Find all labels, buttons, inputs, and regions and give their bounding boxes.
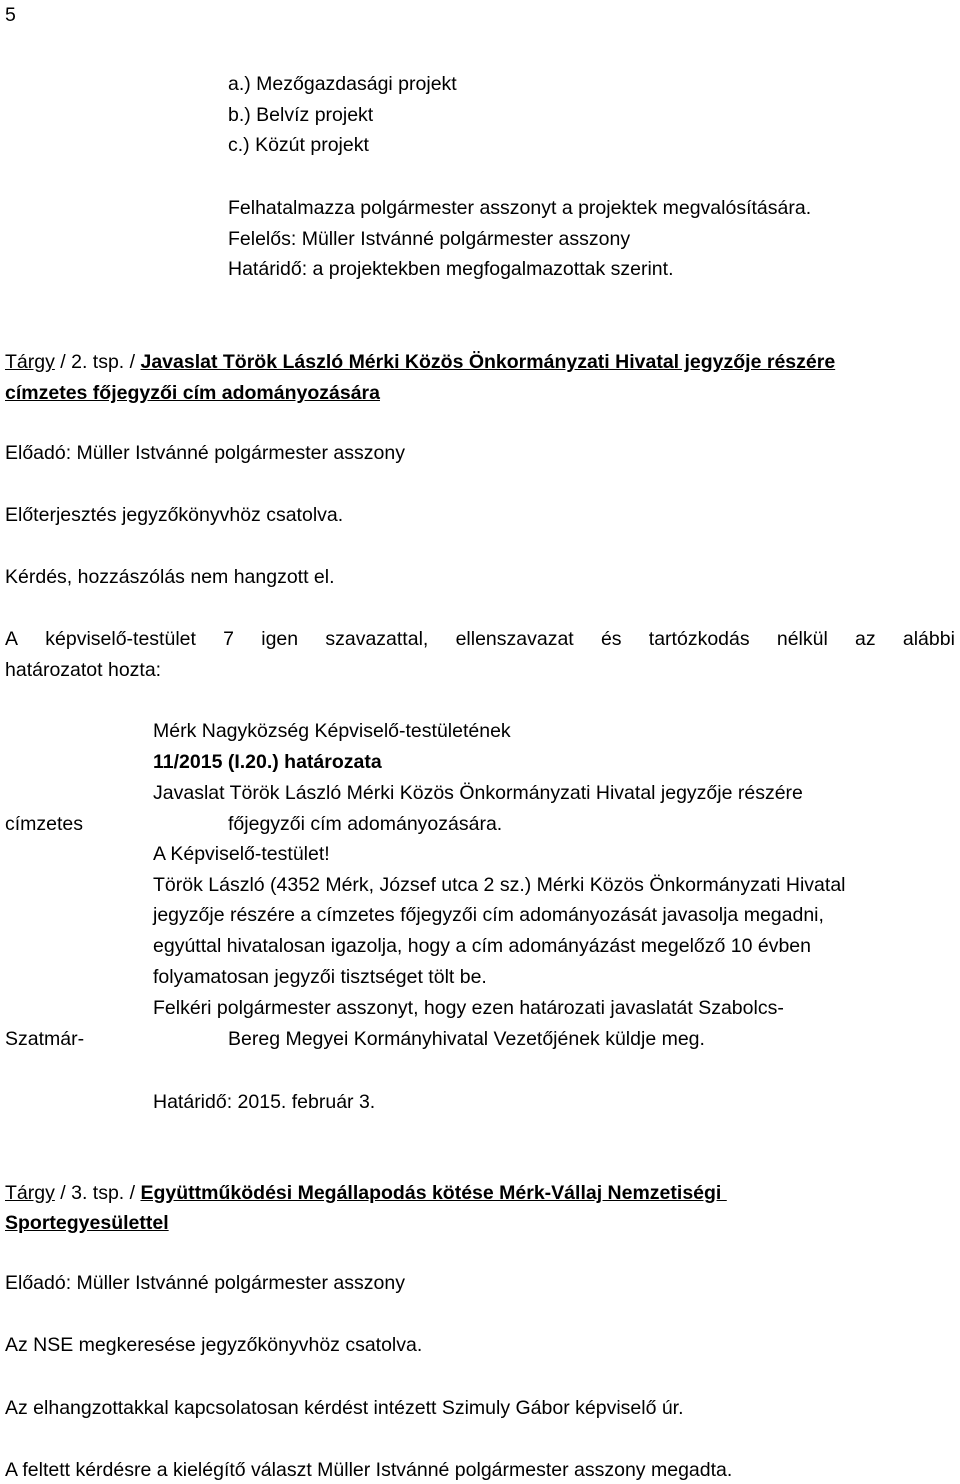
question-line: Az elhangzottakkal kapcsolatosan kérdést intézett Szimuly Gábor képviselő úr.	[5, 1397, 684, 1419]
no-questions: Kérdés, hozzászólás nem hangzott el.	[5, 566, 335, 588]
list-item-a: a.) Mezőgazdasági projekt	[228, 73, 457, 95]
vote-word: és	[600, 628, 622, 650]
decision-body: Mérk Nagyközség Képviselő-testületének	[153, 720, 511, 742]
decision-text-1: Török László (4352 Mérk, József utca 2 sz.) Mérki Közös Önkormányzati Hivatal	[153, 874, 846, 896]
agenda-number: / 3. tsp. /	[54, 1182, 141, 1204]
decision-subject-cont: főjegyzői cím adományozására.	[228, 813, 503, 835]
decision-deadline: Határidő: 2015. február 3.	[153, 1091, 376, 1113]
list-item-b: b.) Belvíz projekt	[228, 104, 374, 126]
decision-text-2: jegyzője részére a címzetes főjegyzői cím adományozását javasolja megadni,	[153, 904, 824, 926]
vote-word: képviselő-testület	[45, 628, 196, 650]
decision-subject: Javaslat Török László Mérki Közös Önkormányzati Hivatal jegyzője részére	[153, 782, 803, 804]
responsible-line: Felelős: Müller Istvánné polgármester asszony	[228, 228, 631, 250]
vote-word: nélkül	[776, 628, 828, 650]
agenda-number: / 2. tsp. /	[54, 351, 141, 373]
presenter-line: Előadó: Müller Istvánné polgármester asszony	[5, 1272, 405, 1294]
margin-word-cimzetes: címzetes	[5, 813, 84, 835]
vote-word: ellenszavazat	[455, 628, 574, 650]
agenda-title: Együttműködési Megállapodás kötése Mérk-Vállaj Nemzetiségi	[140, 1182, 727, 1204]
decision-text-6: Bereg Megyei Kormányhivatal Vezetőjének küldje meg.	[228, 1028, 705, 1050]
decision-text-5: Felkéri polgármester asszonyt, hogy ezen határozati javaslatát Szabolcs-	[153, 997, 784, 1019]
vote-word: alábbi	[902, 628, 955, 650]
resolution-text: Felhatalmazza polgármester asszonyt a projektek megvalósítására.	[228, 197, 812, 219]
decision-number: 11/2015 (I.20.) határozata	[153, 751, 382, 773]
answer-line: A feltett kérdésre a kielégítő választ Müller Istvánné polgármester asszony megadta.	[5, 1459, 733, 1481]
vote-line-cont: határozatot hozta:	[5, 659, 162, 681]
deadline-line: Határidő: a projektekben megfogalmazottak szerint.	[228, 258, 674, 280]
margin-word-szatmar: Szatmár-	[5, 1028, 85, 1050]
agenda-title-cont: Sportegyesülettel	[5, 1212, 169, 1234]
presenter-line: Előadó: Müller Istvánné polgármester asszony	[5, 442, 405, 464]
vote-word: szavazattal,	[325, 628, 429, 650]
vote-word: A	[5, 628, 19, 650]
nse-request-attached: Az NSE megkeresése jegyzőkönyvhöz csatolva.	[5, 1334, 423, 1356]
targy-label: Tárgy	[5, 351, 55, 373]
decision-council: A Képviselő-testület!	[153, 843, 330, 865]
decision-text-3: egyúttal hivatalosan igazolja, hogy a cím adományázást megelőző 10 évben	[153, 935, 811, 957]
agenda-title-cont: címzetes főjegyzői cím adományozására	[5, 382, 380, 404]
vote-word: az	[855, 628, 876, 650]
agenda-title: Javaslat Török László Mérki Közös Önkormányzati Hivatal jegyzője részére	[140, 351, 836, 373]
vote-word: 7	[223, 628, 235, 650]
proposal-attached: Előterjesztés jegyzőkönyvhöz csatolva.	[5, 504, 344, 526]
vote-word: igen	[261, 628, 299, 650]
list-item-c: c.) Közút projekt	[228, 134, 369, 156]
vote-line	[5, 628, 955, 651]
agenda-item-2-heading	[5, 351, 835, 374]
agenda-item-3-heading	[5, 1182, 727, 1205]
page-number: 5	[5, 4, 16, 26]
vote-word: tartózkodás	[648, 628, 750, 650]
targy-label: Tárgy	[5, 1182, 55, 1204]
decision-text-4: folyamatosan jegyzői tisztséget tölt be.	[153, 966, 487, 988]
